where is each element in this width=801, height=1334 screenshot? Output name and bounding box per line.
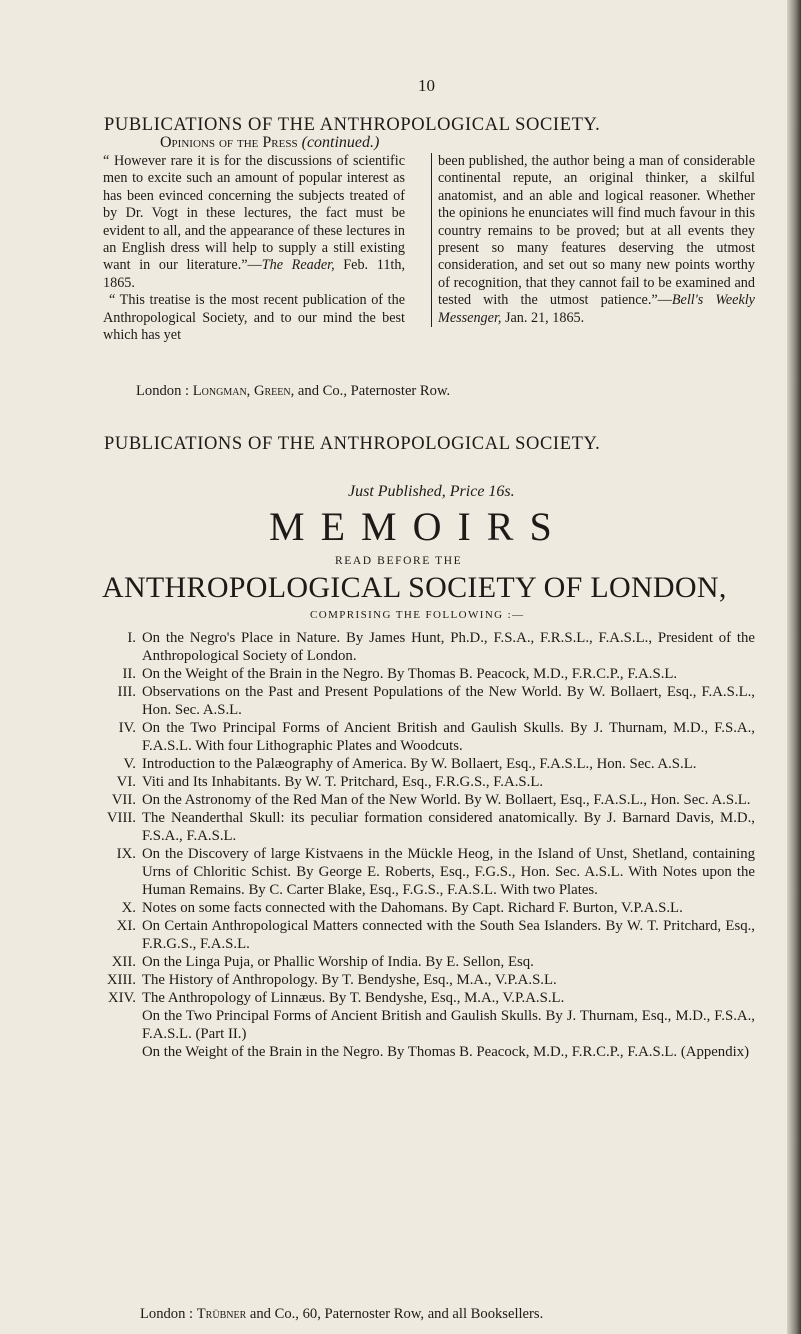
list-item (105, 629, 755, 665)
left-column (103, 153, 405, 344)
list-item (105, 773, 755, 791)
publisher-address: and Co., 60, Paternoster Row, and all Booksellers. (246, 1306, 544, 1322)
item-number: X. (121, 900, 136, 916)
item-number: XII. (111, 954, 136, 970)
item-text: On Certain Anthropological Matters connected with the South Sea Islanders. By W. T. Pritchard, Esq., F.R.G.S., F.A.S.L. (142, 918, 755, 952)
section2-heading: PUBLICATIONS OF THE ANTHROPOLOGICAL SOCIETY. (104, 434, 601, 454)
item-text: On the Two Principal Forms of Ancient British and Gaulish Skulls. By J. Thurnam, Esq., M.D., F.S.A., F.A.S.L. (Part II.) (142, 1008, 755, 1042)
publisher-line-1 (136, 383, 450, 400)
reader-source: The Reader, (261, 257, 335, 274)
item-text: Viti and Its Inhabitants. By W. T. Pritchard, Esq., F.R.G.S., F.A.S.L. (142, 774, 544, 790)
page-edge-shadow (787, 0, 801, 1334)
item-number: XI. (116, 918, 136, 934)
messenger-quote-text: been published, the author being a man of considerable continental repute, an original thinker, a skilful anatomist, and an able and logical reasoner. Whether the opinions he enunciates will find much favour in this country remains to be proved; but at all events they present so many features deserving the utmost consideration, and set out so many new points worthy of recognition, that they cannot fail to be examined and tested with the utmost patience.”— (438, 153, 755, 309)
item-text: Introduction to the Palæography of America. By W. Bollaert, Esq., F.A.S.L., Hon. Sec. A.S.L. (142, 756, 697, 772)
list-item-continuation (105, 1007, 755, 1043)
press-label: Press (262, 134, 298, 151)
item-number: IV. (118, 720, 136, 736)
list-item (105, 917, 755, 953)
right-column (431, 153, 755, 327)
reader-quote (103, 153, 405, 292)
section1-heading: PUBLICATIONS OF THE ANTHROPOLOGICAL SOCIETY. (104, 115, 601, 135)
page-number: 10 (418, 76, 435, 95)
society-title: ANTHROPOLOGICAL SOCIETY OF LONDON, (102, 571, 727, 604)
messenger-quote (438, 153, 755, 327)
memoirs-title: MEMOIRS (269, 504, 568, 549)
publisher-name: Trübner (196, 1306, 247, 1322)
item-text: Observations on the Past and Present Populations of the New World. By W. Bollaert, Esq., F.A.S.L., Hon. Sec. A.S.L. (142, 684, 755, 718)
reader-date: Feb. 11th, 1865. (103, 257, 406, 291)
publisher-city: London : (136, 383, 193, 399)
item-text: Notes on some facts connected with the Dahomans. By Capt. Richard F. Burton, V.P.A.S.L. (142, 900, 683, 916)
item-text: On the Astronomy of the Red Man of the New World. By W. Bollaert, Esq., F.A.S.L., Hon. Sec. A.S.L. (142, 792, 751, 808)
item-text: On the Weight of the Brain in the Negro. By Thomas B. Peacock, M.D., F.R.C.P., F.A.S.L. (142, 666, 678, 682)
list-item (105, 899, 755, 917)
messenger-source: Bell's Weekly Messenger, (438, 292, 755, 326)
list-item-continuation (105, 1043, 755, 1061)
list-item (105, 665, 755, 683)
item-text: On the Discovery of large Kistvaens in the Mückle Heog, in the Island of Unst, Shetland, containing Urns of Chloritic Schist. By George E. Roberts, Esq., F.G.S., Hon. Sec. A.S.L. With Notes upon the Human Remains. By C. Carter Blake, Esq., F.G.S., F.A.S.L. With two Plates. (142, 846, 755, 898)
treatise-quote: “ This treatise is the most recent publication of the Anthropological Society, and to our mind the best which has yet (103, 292, 405, 344)
item-number: V. (123, 756, 136, 772)
list-item (105, 971, 755, 989)
item-text: On the Negro's Place in Nature. By James Hunt, Ph.D., F.S.A., F.R.S.L., F.A.S.L., President of the Anthropological Society of London. (142, 630, 755, 664)
list-item (105, 791, 755, 809)
item-text: The History of Anthropology. By T. Bendyshe, Esq., M.A., V.P.A.S.L. (142, 972, 557, 988)
list-item (105, 809, 755, 845)
list-item (105, 719, 755, 755)
list-item (105, 755, 755, 773)
list-item (105, 845, 755, 899)
item-number: XIV. (107, 990, 136, 1006)
opinions-label: Opinions of the (160, 134, 259, 151)
opinions-subheading (160, 134, 379, 152)
publisher-name: Longman, Green, (192, 383, 295, 399)
publisher-line-2 (140, 1306, 543, 1323)
item-number: I. (127, 630, 136, 646)
publisher-city: London : (140, 1306, 197, 1322)
item-number: VI. (116, 774, 136, 790)
contents-list (105, 629, 755, 1061)
publisher-address: and Co., Paternoster Row. (294, 383, 451, 399)
list-item (105, 683, 755, 719)
press-opinions-columns (103, 153, 755, 383)
item-number: VII. (111, 792, 136, 808)
item-number: IX. (116, 846, 136, 862)
comprising-label: COMPRISING THE FOLLOWING :— (310, 609, 525, 621)
item-text: On the Two Principal Forms of Ancient British and Gaulish Skulls. By J. Thurnam, M.D., F.S.A., F.A.S.L. With four Lithographic Plates and Woodcuts. (142, 720, 755, 754)
list-item (105, 989, 755, 1007)
item-number: VIII. (106, 810, 136, 826)
read-before-label: READ BEFORE THE (335, 555, 463, 567)
item-text: The Neanderthal Skull: its peculiar formation considered anatomically. By J. Barnard Davis, M.D., F.S.A., F.A.S.L. (142, 810, 755, 844)
continued-label: (continued.) (301, 134, 380, 151)
item-text: On the Linga Puja, or Phallic Worship of India. By E. Sellon, Esq. (142, 954, 534, 970)
item-number: XIII. (106, 972, 136, 988)
price-line: Just Published, Price 16s. (348, 483, 515, 500)
item-text: The Anthropology of Linnæus. By T. Bendyshe, Esq., M.A., V.P.A.S.L. (142, 990, 565, 1006)
item-number: II. (122, 666, 136, 682)
item-text: On the Weight of the Brain in the Negro. By Thomas B. Peacock, M.D., F.R.C.P., F.A.S.L. (Appendix) (142, 1044, 750, 1060)
list-item (105, 953, 755, 971)
item-number: III. (117, 684, 136, 700)
messenger-date: Jan. 21, 1865. (501, 309, 585, 326)
reader-quote-text: “ However rare it is for the discussions of scientific men to excite such an amount of popular interest as has been evinced concerning the subjects treated of by Dr. Vogt in these lectures, the fact must be evident to all, and the appearance of these lectures in an English dress will help to supply a still existing want in our literature.”— (103, 153, 405, 274)
